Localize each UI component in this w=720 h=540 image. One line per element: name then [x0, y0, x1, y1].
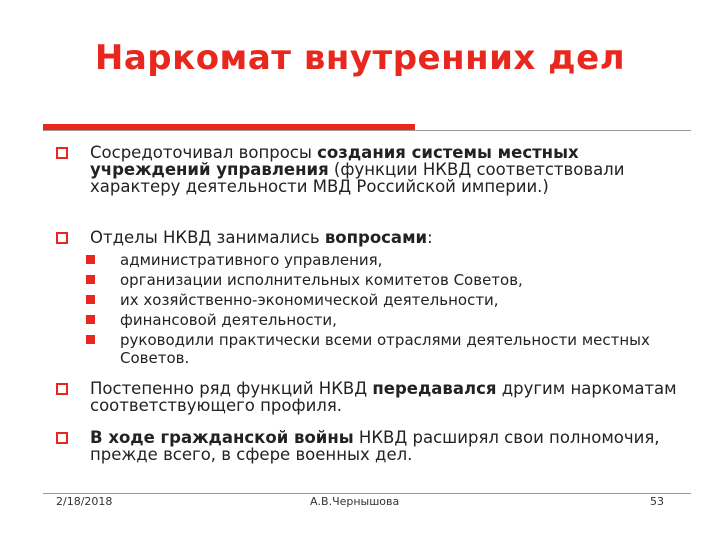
slide-title: Наркомат внутренних дел	[94, 38, 626, 78]
filled-square-icon	[86, 315, 95, 324]
bullet-text-3: Постепенно ряд функций НКВД передавался другим наркоматам соответствующего профиля.	[90, 379, 677, 415]
divider-line	[43, 130, 691, 131]
hollow-square-icon	[56, 432, 68, 444]
filled-square-icon	[86, 335, 95, 344]
bullet-text-4: В ходе гражданской войны НКВД расширял свои полномочия, прежде всего, в сфере военных дел.	[90, 428, 660, 464]
bullet-text-2: Отделы НКВД занимались вопросами:	[90, 228, 433, 247]
hollow-square-icon	[56, 383, 68, 395]
filled-square-icon	[86, 255, 95, 264]
filled-square-icon	[86, 295, 95, 304]
filled-square-icon	[86, 275, 95, 284]
footer-author: А.В.Чернышова	[310, 495, 400, 508]
bullet-text-1: Сосредоточивал вопросы создания системы местных учреждений управления (функции НКВД соответствовали характеру деятельности МВД Российской империи.)	[90, 143, 625, 196]
hollow-square-icon	[56, 232, 68, 244]
footer-page-number: 53	[650, 495, 664, 508]
hollow-square-icon	[56, 147, 68, 159]
title-divider	[43, 124, 691, 131]
footer-date: 2/18/2018	[56, 495, 113, 508]
footer-divider	[43, 493, 691, 494]
